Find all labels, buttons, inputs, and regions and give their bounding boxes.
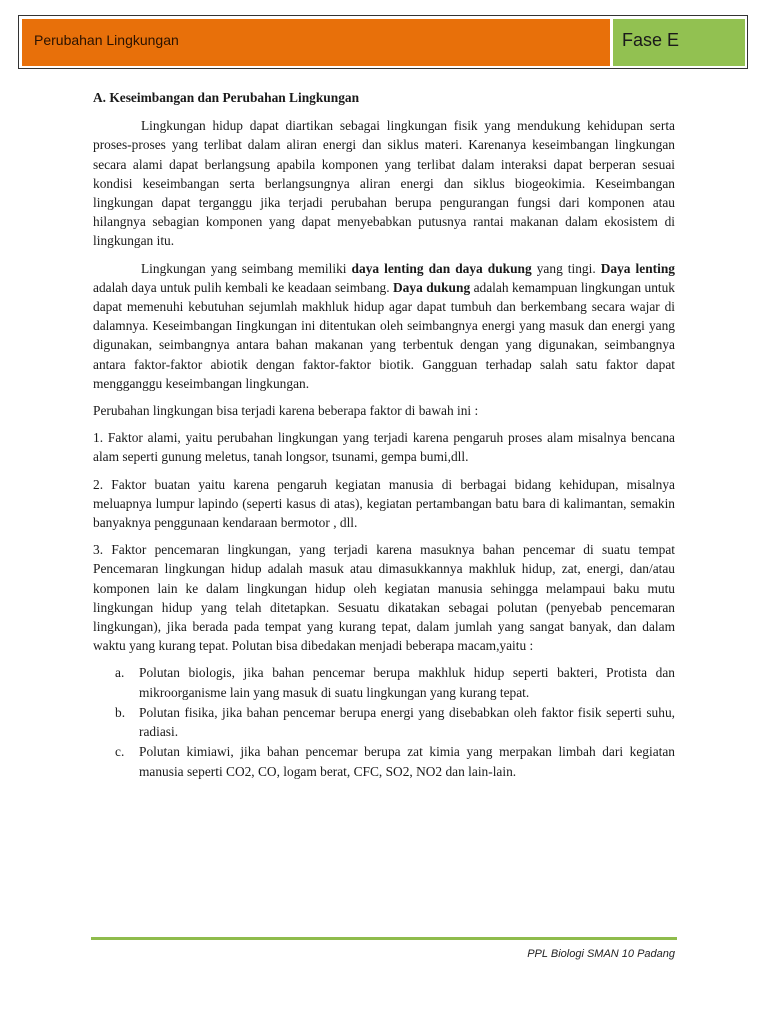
p2-text-g: adalah kemampuan lingkungan untuk dapat memenuhi kebutuhan sejumlah makhluk hidup agar dapat tumbuh dan berkembang secara wajar di dalamnya. Keseimbangan Iingkungan ini ditentukan oleh seimbangnya energi yang masuk dan energi yang digunakan, seimbangnya antara bahan makanan yang terbentuk dengan yang digunakan, seimbangnya antara faktor-faktor abiotik dengan faktor-faktor biotik. Gangguan terhadap salah satu faktor dapat mengganggu keseimbangan lingkungan.: [93, 279, 676, 391]
list-item-text: Polutan biologis, jika bahan pencemar berupa makhluk hidup seperti bakteri, Protista dan mikroorganisme lain yang masuk di suatu lingkungan yang kurang tepat.: [139, 665, 675, 700]
paragraph-2: [93, 259, 675, 393]
document-body: [93, 88, 675, 782]
p2-bold-term-3: Daya dukung: [393, 279, 471, 295]
footer-divider: [91, 937, 677, 940]
factor-3: 3. Faktor pencemaran lingkungan, yang terjadi karena masuknya bahan pencemar di suatu tempat Pencemaran lingkungan hidup adalah masuk atau dimasukkannya makhluk hidup, zat, energi, dan/atau komponen lain ke dalam lingkungan hidup oleh kegiatan manusia sehingga melampaui baku mutu lingkungan hidup yang telah ditetapkan. Sesuatu dikatakan sebagai polutan (penyebab pencemaran lingkungan), jika berada pada tempat yang kurang tepat, dalam jumlah yang sangat banyak, dan dalam waktu yang kurang tepat. Polutan bisa dibedakan menjadi beberapa macam,yaitu :: [93, 542, 675, 654]
phase-label: Fase E: [622, 30, 680, 50]
list-marker: a.: [115, 665, 125, 681]
page-title: Perubahan Lingkungan: [34, 32, 179, 48]
list-item-text: Polutan kimiawi, jika bahan pencemar berupa zat kimia yang merpakan limbah dari kegiatan manusia seperti CO2, CO, logam berat, CFC, SO2, NO2 dan lain-lain.: [139, 744, 675, 779]
p2-text-c: yang tingi.: [531, 260, 601, 276]
list-item: [93, 663, 675, 701]
footer-caption: PPL Biologi SMAN 10 Padang: [527, 948, 675, 960]
pollutant-list: [93, 663, 675, 780]
paragraph-1: Lingkungan hidup dapat diartikan sebagai lingkungan fisik yang mendukung kehidupan serta proses-proses yang terlibat dalam aliran energi dan siklus materi. Karenanya keseimbangan lingkungan secara alami dapat berlangsung apabila komponen yang terlibat dalam interaksi dapat berperan sesuai kondisi keseimbangan serta berlangsungnya aliran energi dan siklus biogeokimia. Keseimbangan lingkungan dapat terganggu jika terjadi perubahan berupa pengurangan fungsi dari komponen atau hilangnya sebagian komponen yang dapat menyebabkan putusnya rantai makanan dalam ekosistem di lingkungan itu.: [93, 118, 675, 249]
p2-bold-term-1: daya lenting dan daya dukung: [351, 260, 532, 276]
factor-1: 1. Faktor alami, yaitu perubahan lingkungan yang terjadi karena pengaruh proses alam misalnya bencana alam seperti gunung meletus, tanah longsor, tsunami, gempa bumi,dll.: [93, 430, 675, 465]
section-heading: A. Keseimbangan dan Perubahan Lingkungan: [93, 90, 360, 105]
list-item-text: Polutan fisika, jika bahan pencemar berupa energi yang disebabkan oleh faktor fisik seperti suhu, radiasi.: [139, 704, 675, 740]
p2-text-e: adalah daya untuk pulih kembali ke keadaan seimbang.: [93, 279, 394, 295]
paragraph-3: Perubahan lingkungan bisa terjadi karena beberapa faktor di bawah ini :: [93, 403, 479, 419]
list-marker: c.: [115, 744, 125, 760]
list-marker: b.: [115, 704, 126, 720]
list-item: [93, 742, 675, 780]
list-item: [93, 703, 675, 741]
p2-bold-term-2: Daya lenting: [600, 260, 675, 276]
factor-2: 2. Faktor buatan yaitu karena pengaruh kegiatan manusia di berbagai bidang kehidupan, misalnya meluapnya lumpur lapindo (seperti kasus di atas), kegiatan pertambangan batu bara di kalimantan, semakin banyaknya penggunaan kendaraan bermotor , dll.: [93, 476, 675, 531]
p2-text-a: Lingkungan yang seimbang memiliki: [141, 260, 352, 276]
